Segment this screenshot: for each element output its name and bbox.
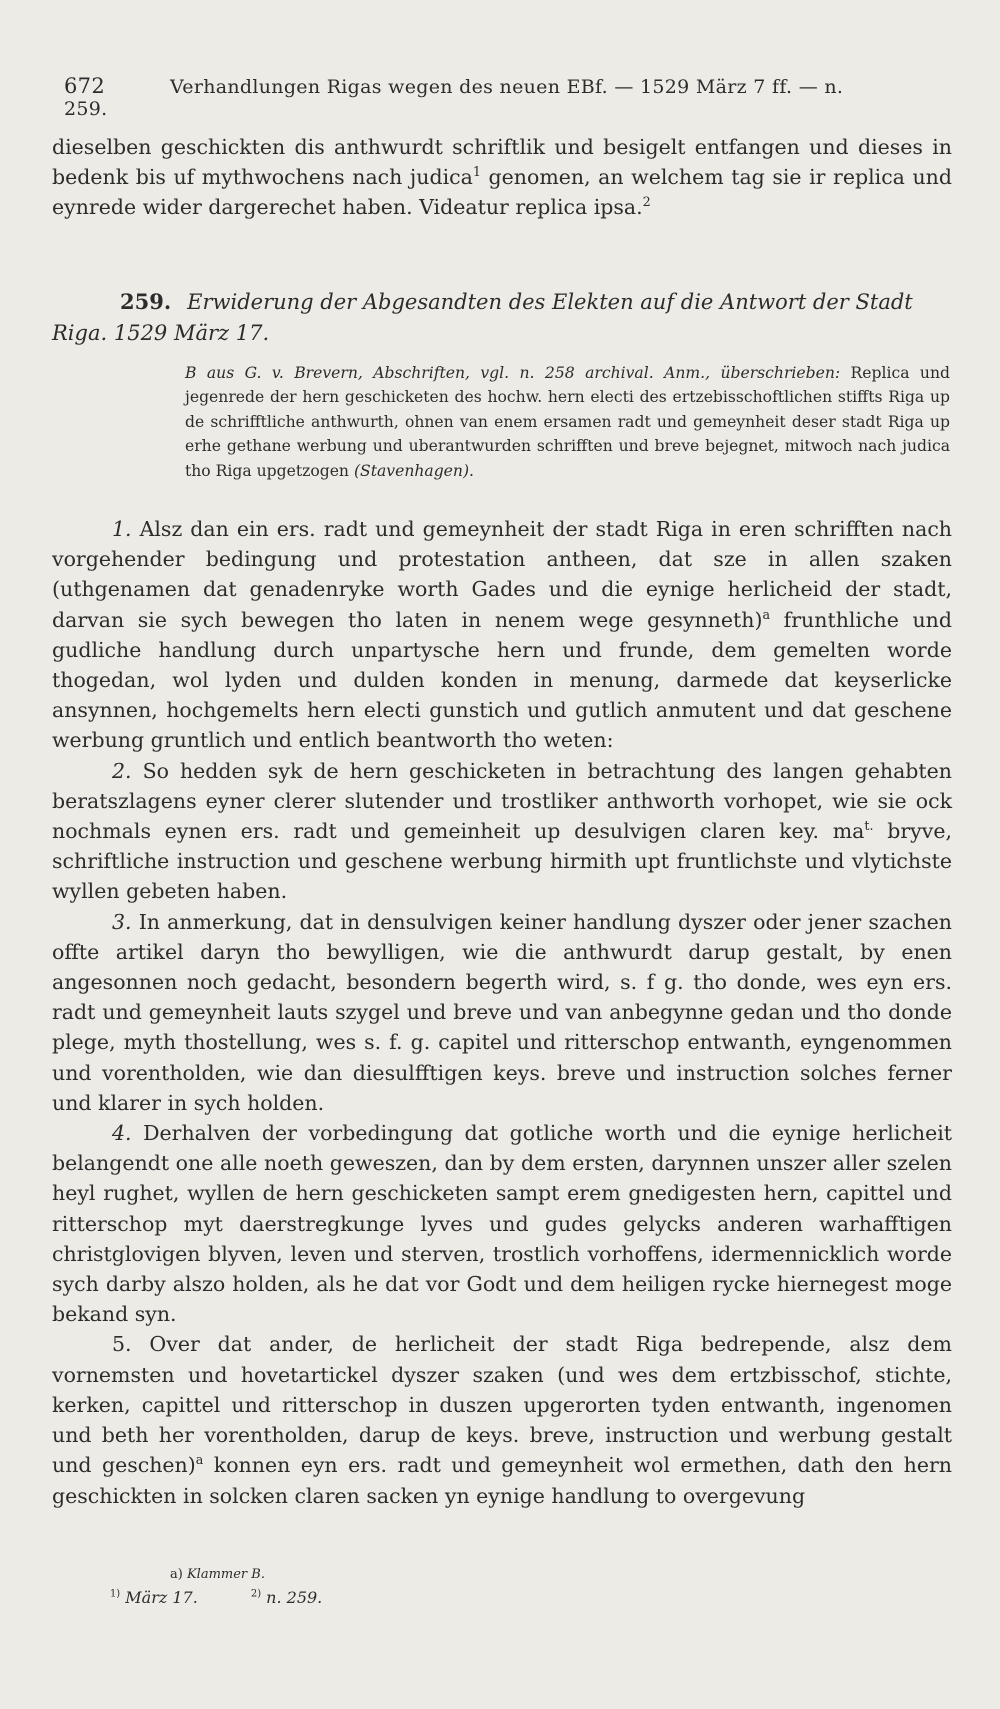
paragraph-number: 3.: [112, 909, 132, 934]
footnotes: [110, 1567, 610, 1607]
paragraph-text: konnen eyn ers. radt und gemeynheit wol ermethen, dath den hern geschickten in solcken claren sacken yn eynige handlung to overgevung: [52, 1453, 952, 1508]
paragraph-text: Derhalven der vorbedingung dat gotliche worth und die eynige herlicheit belangendt one alle noeth geweszen, dan by dem ersten, darynnen unszer aller szelen heyl rughet, wyllen de hern geschicketen sampt erem gnedigesten hern, capittel und ritterschop myt daerstregkunge lyves und gudes gelycks anderen warhafftigen christglovigen blyven, leven und sterven, trostlich vorhoffens, idermennicklich worde sych darby alszo holden, als he dat vor Godt und dem heiligen rycke hiernegest moge bekand syn.: [52, 1121, 952, 1327]
paragraph-text: So hedden syk de hern geschicketen in betrachtung des langen gehabten beratszlagens eyner clerer slutender und trostliker anthworth vorhopet, wie sie ock nochmals eynen ers. radt und gemeinheit up desulvigen claren key. ma: [52, 758, 952, 844]
footnote-text: n. 259.: [266, 1588, 323, 1607]
numbered-footnotes: [110, 1588, 610, 1607]
note-ref-a[interactable]: a: [195, 1452, 204, 1468]
footnote-text: Klammer B.: [186, 1567, 265, 1582]
intro-text: dieselben geschickten dis anthwurdt schriftlik und besigelt entfangen und dieses in bedenk bis uf mythwochens nach judica: [52, 135, 952, 190]
note-ref-a[interactable]: a: [762, 606, 771, 622]
footnote-2: [251, 1588, 322, 1607]
paragraph-text: Alsz dan ein ers. radt und gemeynheit der stadt Riga in eren schrifften nach vorgehender bedingung und protestation antheen, dat sze in allen szaken (uthgenamen dat genadenryke worth Gades und die eynige herlicheid der stadt, darvan sie sych bewegen tho laten in nenem wege gesynneth): [52, 517, 952, 632]
main-text: [52, 514, 952, 1511]
abbrev-sup: t.: [864, 818, 874, 834]
source-text: Replica und jegenrede der hern geschicketen des hochw. hern electi des ertzebisschoftlichen stiffts Riga up de schrifftliche anthwurth, ohnen van enem ersamen radt und gemeynheit deser stadt Riga up erhe gethane werbung und uberantwurden schrifften und breve bejegnet, mitwoch nach judica tho Riga upgetzogen: [185, 364, 950, 480]
page-number: 672: [64, 74, 105, 98]
paragraph-4: [52, 1118, 952, 1329]
source-attribution: (Stavenhagen).: [353, 461, 474, 480]
document-number: 259.: [120, 289, 172, 314]
footnote-label: a): [170, 1567, 183, 1582]
paragraph-2: [52, 756, 952, 907]
running-head: [64, 74, 874, 120]
paragraph-text: In anmerkung, dat in densulvigen keiner handlung dyszer oder jener szachen offte artikel daryn tho bewylligen, wie die anthwurdt darup gestalt, by enen angesonnen noch gedacht, besondern begerth wird, s. f g. tho donde, wes eyn ers. radt und gemeynheit lauts szygel und breve und van anbegynne gedan und tho donde plege, myth thostellung, wes s. f. g. capitel und ritterschop entwanth, eyngenommen und vorentholden, wie dan diesulfftigen keys. breve und instruction solches ferner und klarer in sych holden.: [52, 909, 952, 1115]
paragraph-number: 5.: [112, 1332, 132, 1357]
footnote-label: 1): [110, 1588, 121, 1600]
paragraph-5: [52, 1329, 952, 1510]
footnote-text: März 17.: [125, 1588, 198, 1607]
paragraph-1: [52, 514, 952, 756]
intro-paragraph: [52, 132, 952, 223]
footnote-ref-2[interactable]: 2: [642, 194, 651, 210]
document-heading: [52, 286, 952, 349]
source-citation: B aus G. v. Brevern, Abschriften, vgl. n. 258 archival. Anm., überschrieben:: [185, 364, 841, 382]
paragraph-text: frunthliche und gudliche handlung durch unpartysche hern und frunde, dem gemelten worde thogedan, wol lyden und dulden konden in menung, darmede dat keyserlicke ansynnen, hochgemelts hern electi gunstich und gutlich anmutent und dat geschene werbung gruntlich und entlich beantworth tho weten:: [52, 607, 952, 753]
running-title: Verhandlungen Rigas wegen des neuen EBf. — 1529 März 7 ff. — n. 259.: [64, 76, 844, 120]
paragraph-number: 4.: [112, 1121, 132, 1146]
paragraph-number: 2.: [112, 758, 132, 783]
paragraph-number: 1.: [112, 517, 132, 541]
footnote-1: [110, 1588, 198, 1607]
footnote-label: 2): [250, 1588, 262, 1600]
paragraph-text: bryve, schriftliche instruction und geschene werbung hirmith upt fruntlichste und vlytichste wyllen gebeten haben.: [52, 819, 952, 904]
paragraph-text: Over dat ander, de herlicheit der stadt Riga bedrepende, alsz dem vornemsten und hovetartickel dyszer szaken (und wes dem ertzbisschof, stichte, kerken, capittel und ritterschop in duszen upgerorten tyden entwanth, ingenomen und beth her vorentholden, darup de keys. breve, instruction und werbung gestalt und geschen): [52, 1332, 952, 1478]
paragraph-3: [52, 907, 952, 1118]
document-title: Erwiderung der Abgesandten des Elekten auf die Antwort der Stadt Riga. 1529 März 17.: [52, 290, 913, 345]
intro-text-2: genomen, an welchem tag sie ir replica und eynrede wider dargerechet haben. Videatur replica ipsa.: [52, 165, 952, 220]
footnote-ref-1[interactable]: 1: [472, 164, 481, 180]
source-note: [185, 361, 950, 483]
footnote-a: [110, 1567, 610, 1582]
